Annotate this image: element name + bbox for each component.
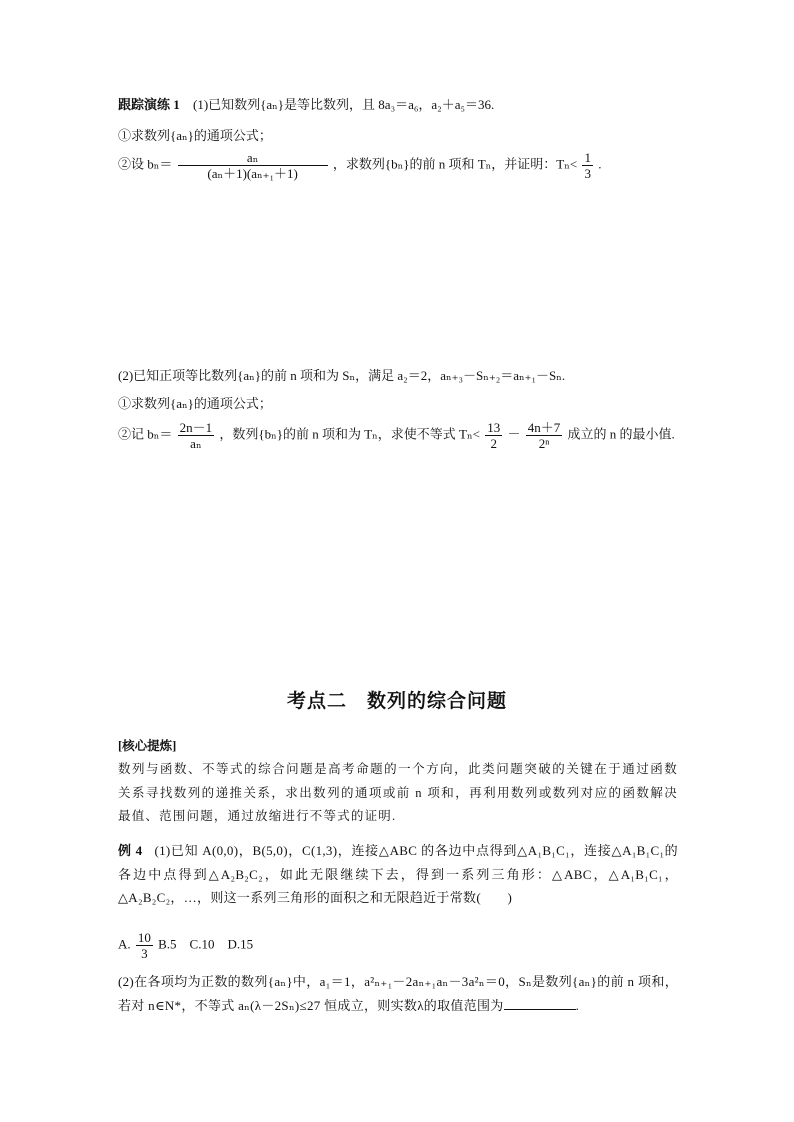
exercise-part2-statement: (2)已知正项等比数列{aₙ}的前 n 项和为 Sₙ，满足 a₂＝2，aₙ₊₃－Sₙ₊₂＝aₙ₊₁－Sₙ. [118, 368, 566, 383]
fraction-numerator: 13 [487, 420, 501, 435]
minus-sign: － [507, 426, 521, 442]
exercise-part2-q1: ①求数列{aₙ}的通项公式； [118, 396, 272, 411]
fraction-numerator: 10 [137, 930, 151, 945]
exercise-q1: ①求数列{aₙ}的通项公式； [118, 128, 272, 143]
fraction-numerator: 1 [584, 150, 591, 165]
section-title: 考点二 数列的综合问题 [286, 690, 507, 712]
example-text2: (2)在各项均为正数的数列{aₙ}中，a₁＝1，a²ₙ₊₁－2aₙ₊₁aₙ－3a²ₙ＝0，Sₙ是数列{aₙ}的前 n 项和，若对 n∈N*，不等式 aₙ(λ－2Sₙ)≤27 恒成立，则实数λ的取值范围为 [118, 974, 678, 1013]
exercise-line-1 [118, 97, 494, 113]
fraction-denominator: 3 [141, 946, 148, 961]
exercise-statement: (1)已知数列{aₙ}是等比数列，且 8a₃＝a₆，a₂＋a₅＝36. [193, 97, 495, 112]
example-4-part1 [118, 839, 678, 910]
one-third-fraction [582, 150, 593, 181]
fraction-denominator: 3 [584, 166, 591, 181]
q2-end: 成立的 n 的最小值. [567, 426, 675, 442]
bn-denominator: (aₙ＋1)(aₙ₊₁＋1) [207, 166, 298, 181]
fraction-numerator: 4n＋7 [527, 420, 561, 435]
option-a-label: A. [118, 936, 131, 952]
q2-end: . [598, 156, 602, 172]
exercise-q2 [118, 150, 601, 181]
fraction-denominator: 2 [490, 436, 497, 451]
q2-prefix: ②设 bₙ＝ [118, 156, 173, 172]
example-options [118, 930, 253, 961]
bn-fraction [178, 420, 215, 451]
core-label: [核心提炼] [118, 739, 177, 753]
fraction-denominator: 2ⁿ [538, 436, 550, 451]
thirteen-half-fraction [485, 420, 502, 451]
power-fraction [526, 420, 563, 451]
q2-middle: ，求数列{bₙ}的前 n 项和 Tₙ，并证明：Tₙ< [332, 156, 578, 172]
fraction-denominator: aₙ [190, 436, 202, 451]
answer-blank [504, 997, 576, 1010]
q2-prefix: ②记 bₙ＝ [118, 426, 173, 442]
fraction-numerator: 2n－1 [179, 420, 213, 435]
example-text1: (1)已知 A(0,0)，B(5,0)，C(1,3)，连接△ABC 的各边中点得到△A₁B₁C₁，连接△A₁B₁C₁的各边中点得到△A₂B₂C₂，如此无限继续下去，得到一系列三角形：△ABC，△A₁B₁C₁，△A₂B₂C₂，…，则这一系列三角形的面积之和无限趋近于常数( ) [118, 843, 678, 905]
bn-fraction [178, 150, 328, 181]
exercise-label: 跟踪演练 1 [118, 97, 180, 112]
q2-middle: ，数列{bₙ}的前 n 项和为 Tₙ，求使不等式 Tₙ< [219, 426, 480, 442]
example-4-part2 [118, 970, 678, 1017]
bn-numerator: aₙ [178, 150, 328, 166]
exercise-part2-q2 [118, 420, 675, 451]
other-options: B.5 C.10 D.15 [158, 936, 254, 952]
option-a-fraction [136, 930, 153, 961]
core-text: 数列与函数、不等式的综合问题是高考命题的一个方向，此类问题突破的关键在于通过函数关系寻找数列的递推关系，求出数列的通项或前 n 项和，再利用数列或数列对应的函数解决最值、范围问题，通过放缩进行不等式的证明. [118, 762, 678, 823]
example-label: 例 4 [118, 843, 143, 858]
example-text2-end: . [575, 997, 580, 1013]
